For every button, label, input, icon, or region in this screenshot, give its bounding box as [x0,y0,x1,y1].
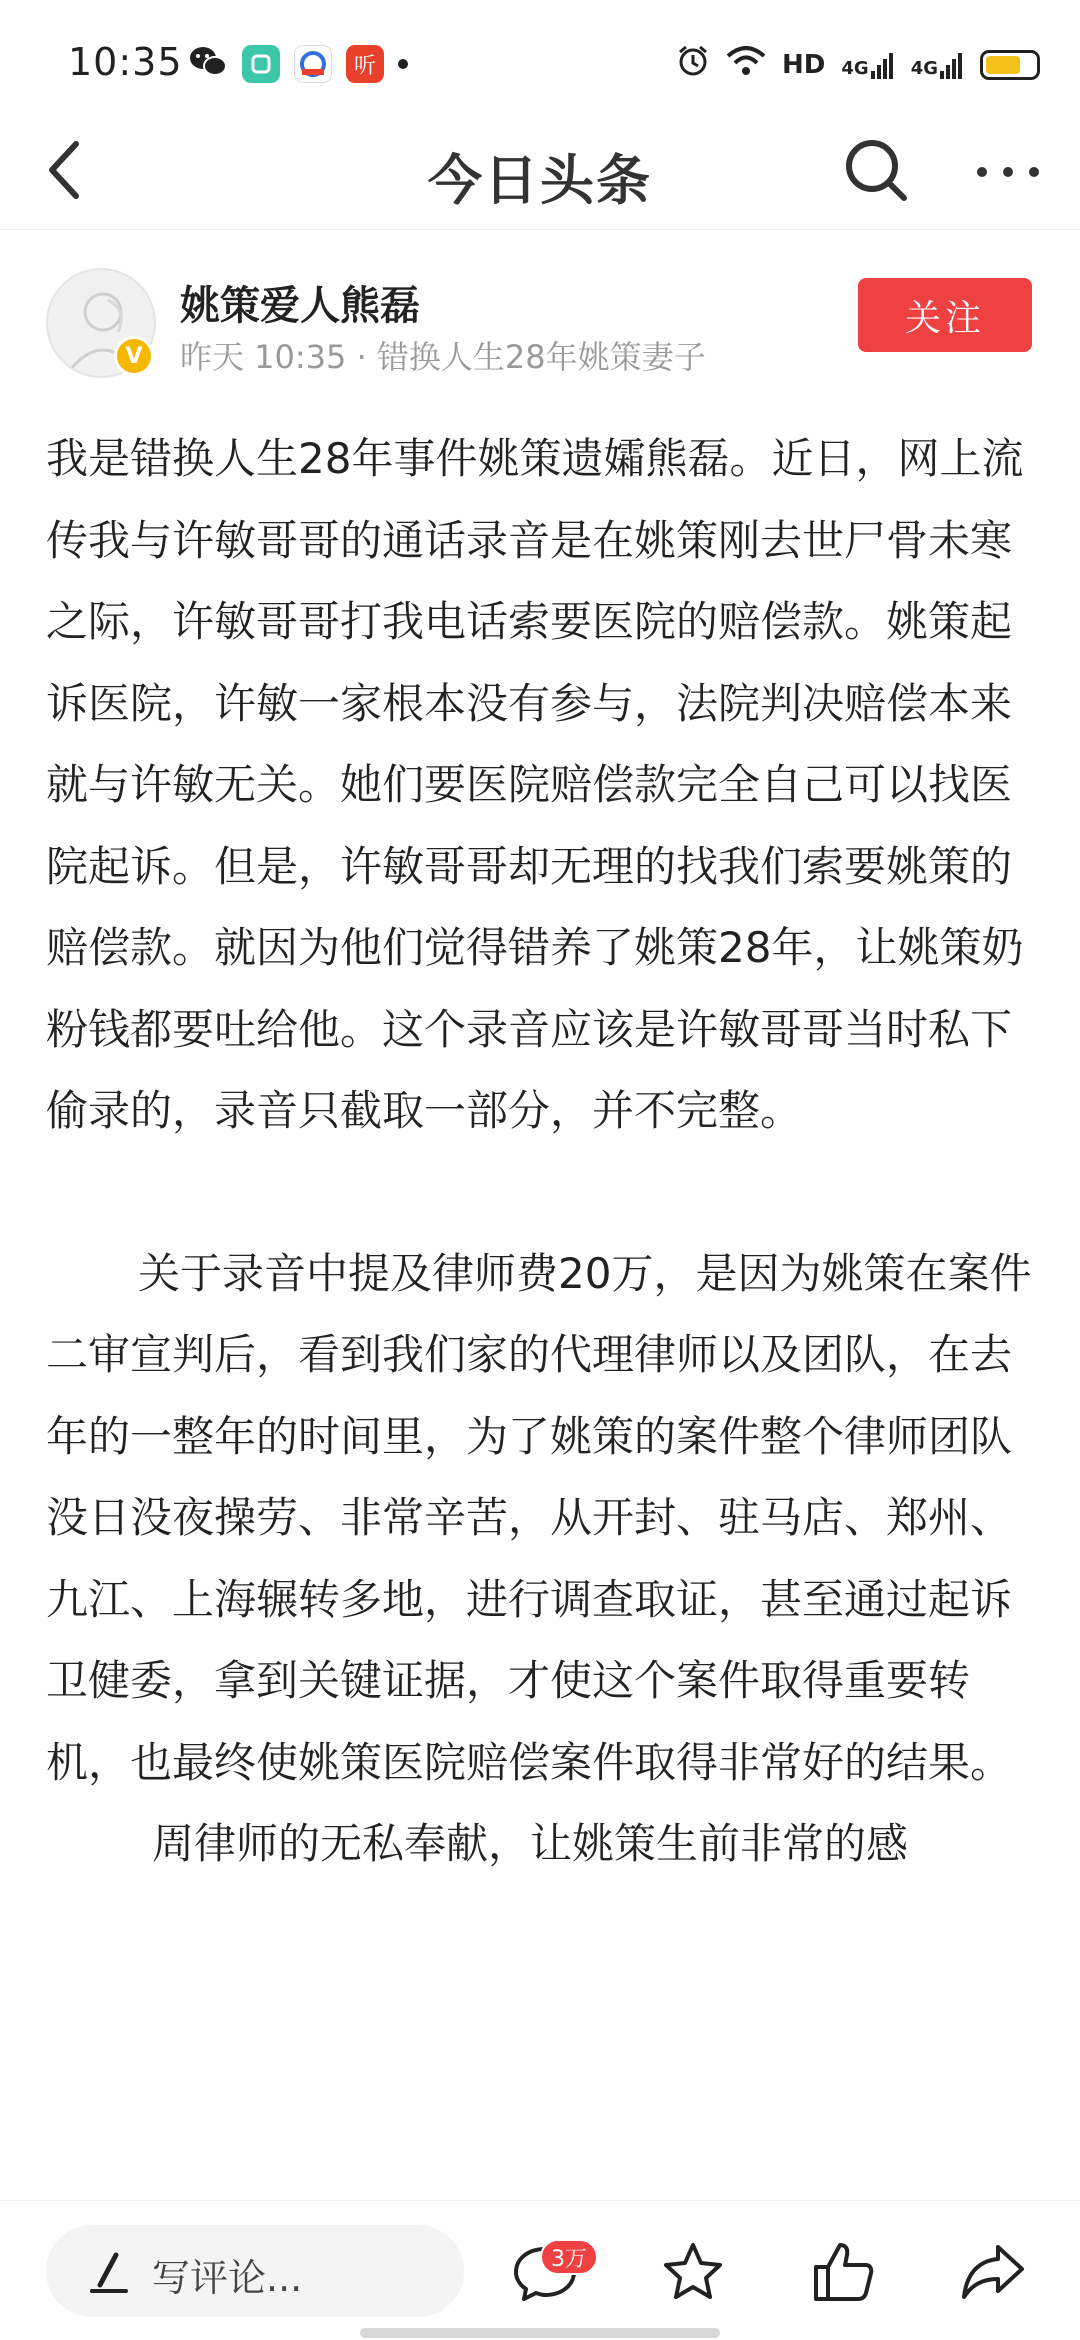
more-dots-icon [968,132,1048,208]
more-options-button[interactable] [968,132,1048,208]
share-button[interactable] [958,2237,1028,2307]
status-indicators [676,44,1040,85]
like-icon [808,2237,878,2307]
follow-button[interactable]: 关注 [858,278,1032,352]
browser-app-icon [294,45,332,83]
network-type-label: HD [782,49,826,80]
alarm-icon [676,44,710,85]
bottom-action-bar [0,2200,1080,2340]
signal-icon-2 [911,51,964,79]
favorite-star-icon [658,2237,728,2307]
article-paragraph: 关于录音中提及律师费20万，是因为姚策在案件二审宣判后，看到我们家的代理律师以及团队，在去年的一整年的时间里，为了姚策的案件整个律师团队没日没夜操劳、非常辛苦，从开封、驻马店、郑州、九江、上海辗转多地，进行调查取证，甚至通过起诉卫健委，拿到关键证据，才使这个案件取得重要转机，也最终使姚策医院赔偿案件取得非常好的结果。 [46,1248,1032,1787]
comment-count-badge: 3万 [540,2239,598,2275]
wifi-icon [726,46,766,83]
more-notifications-dot [398,59,408,69]
search-button[interactable] [838,132,914,208]
signal-2-label: 4G [910,57,938,79]
status-time: 10:35 [68,40,183,84]
share-icon [958,2237,1028,2307]
signal-1-label: 4G [841,57,869,79]
author-name[interactable]: 姚策爱人熊磊 [180,283,420,329]
home-indicator[interactable] [360,2328,720,2338]
nav-bar [0,110,1080,230]
tablet-app-icon [242,45,280,83]
page-title: 今日头条 [428,149,652,212]
status-app-icons [188,44,408,84]
edit-icon [86,2247,130,2295]
author-meta: 昨天 10:35 · 错换人生28年姚策妻子 [180,338,706,376]
author-header [0,262,1080,382]
verified-badge-icon: V [114,336,154,376]
search-icon [838,132,914,208]
comment-placeholder: 写评论... [152,2256,303,2300]
article-paragraph: 周律师的无私奉献，让姚策生前非常的感 [152,1819,909,1868]
wechat-icon [188,44,228,84]
article-body [46,418,1036,1885]
listen-app-icon: 听 [346,45,384,83]
favorite-button[interactable] [658,2237,728,2307]
article-paragraph: 我是错换人生28年事件姚策遗孀熊磊。近日，网上流传我与许敏哥哥的通话录音是在姚策刚去世尸骨未寒之际，许敏哥哥打我电话索要医院的赔偿款。姚策起诉医院，许敏一家根本没有参与，法院判决赔偿本来就与许敏无关。她们要医院赔偿款完全自己可以找医院起诉。但是，许敏哥哥却无理的找我们索要姚策的赔偿款。就因为他们觉得错养了姚策28年，让姚策奶粉钱都要吐给他。这个录音应该是许敏哥哥当时私下偷录的，录音只截取一部分，并不完整。 [46,434,1024,1135]
comment-input[interactable] [46,2225,464,2317]
like-button[interactable] [808,2237,878,2307]
signal-icon-1 [841,51,894,79]
battery-icon [980,50,1040,80]
